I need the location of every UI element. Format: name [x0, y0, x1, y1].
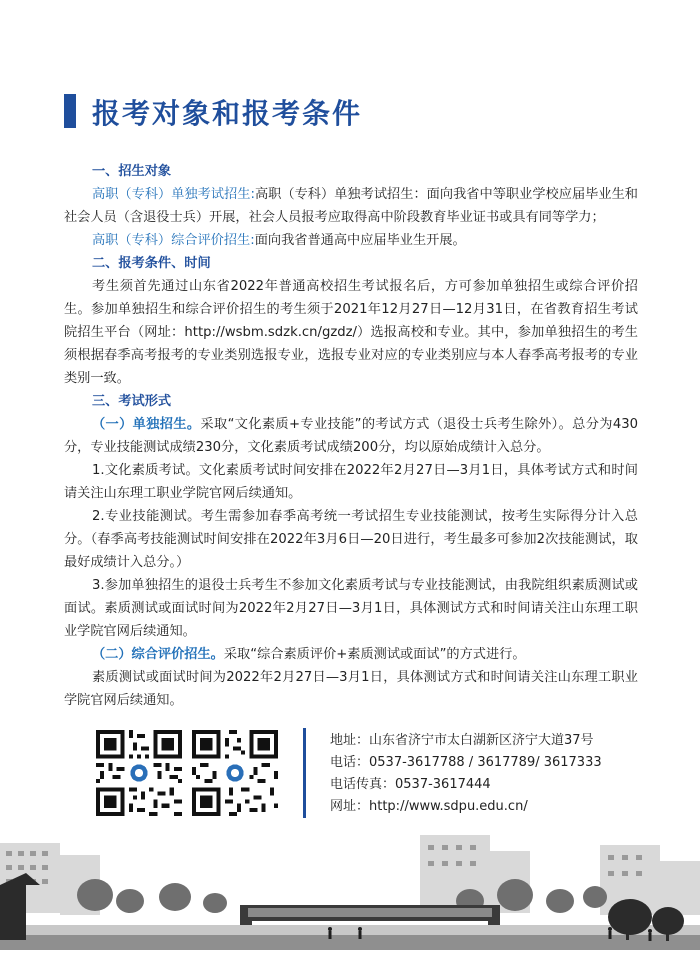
section-heading-admission-targets: 一、招生对象 [92, 164, 172, 179]
paragraph-conditions: 考生须首先通过山东省2022年普通高校招生考试报名后，方可参加单独招生或综合评价招生。参加单独招生和综合评价招生的考生须于2021年12月27日—12月31日，在省教育招生考试院招生平台（网址：http://wsbm.sdzk.cn/gzdz/）选报高校和专业。其中，参加单独招生的考生须根据春季高考报考的专业类别选报专业，选报专业对应的专业类别应与本人春季高考报考的专业类别一致。 [64, 279, 638, 386]
title-accent-bar [64, 94, 76, 128]
contact-divider [303, 728, 306, 818]
paragraph-interview-time: 素质测试或面试时间为2022年2月27日—3月1日，具体测试方式和时间请关注山东理工职业学院官网后续通知。 [64, 670, 638, 708]
paragraph-comprehensive-admission: （二）综合评价招生。采取“综合素质评价+素质测试或面试”的方式进行。 [92, 647, 526, 662]
contact-info [330, 730, 602, 818]
paragraph-culture-exam: 1.文化素质考试。文化素质考试时间安排在2022年2月27日—3月1日，具体考试方式和时间请关注山东理工职业学院官网后续通知。 [64, 463, 638, 501]
qr-code-left [96, 730, 182, 816]
page-title: 报考对象和报考条件 [92, 97, 363, 130]
section-heading-exam-format: 三、考试形式 [92, 394, 172, 409]
document-body [64, 160, 638, 712]
highlight-label: 高职（专科）综合评价招生: [92, 233, 255, 248]
qr-code-right [192, 730, 278, 816]
paragraph-separate-admission: （一）单独招生。采取“文化素质+专业技能”的考试方式（退役士兵考生除外）。总分为430分，专业技能测试成绩230分，文化素质考试成绩200分，均以原始成绩计入总分。 [64, 417, 638, 455]
paragraph-separate-exam: 高职（专科）单独考试招生:高职（专科）单独考试招生：面向我省中等职业学校应届毕业生和社会人员（含退役士兵）开展，社会人员报考应取得高中阶段教育毕业证书或具有同等学力； [64, 187, 638, 225]
contact-address: 地址：山东省济宁市太白湖新区济宁大道37号 [330, 733, 594, 748]
contact-website[interactable]: 网址：http://www.sdpu.edu.cn/ [330, 799, 528, 814]
highlight-label: 高职（专科）单独考试招生: [92, 187, 255, 202]
contact-fax: 电话传真：0537-3617444 [330, 777, 491, 792]
highlight-label: （二）综合评价招生。 [92, 647, 224, 662]
highlight-label: （一）单独招生。 [92, 417, 201, 432]
contact-phone: 电话：0537-3617788 / 3617789/ 3617333 [330, 755, 602, 770]
paragraph-comprehensive-eval: 高职（专科）综合评价招生:面向我省普通高中应届毕业生开展。 [92, 233, 466, 248]
paragraph-veterans: 3.参加单独招生的退役士兵考生不参加文化素质考试与专业技能测试，由我院组织素质测试或面试。素质测试或面试时间为2022年2月27日—3月1日，具体测试方式和时间请关注山东理工职业学院官网后续通知。 [64, 578, 638, 639]
section-heading-conditions: 二、报考条件、时间 [92, 256, 211, 271]
paragraph-skill-test: 2.专业技能测试。考生需参加春季高考统一考试招生专业技能测试，按考生实际得分计入总分。（春季高考技能测试时间安排在2022年3月6日—20日进行，考生最多可参加2次技能测试，取最好成绩计入总分。） [64, 509, 638, 570]
campus-illustration [0, 825, 700, 950]
